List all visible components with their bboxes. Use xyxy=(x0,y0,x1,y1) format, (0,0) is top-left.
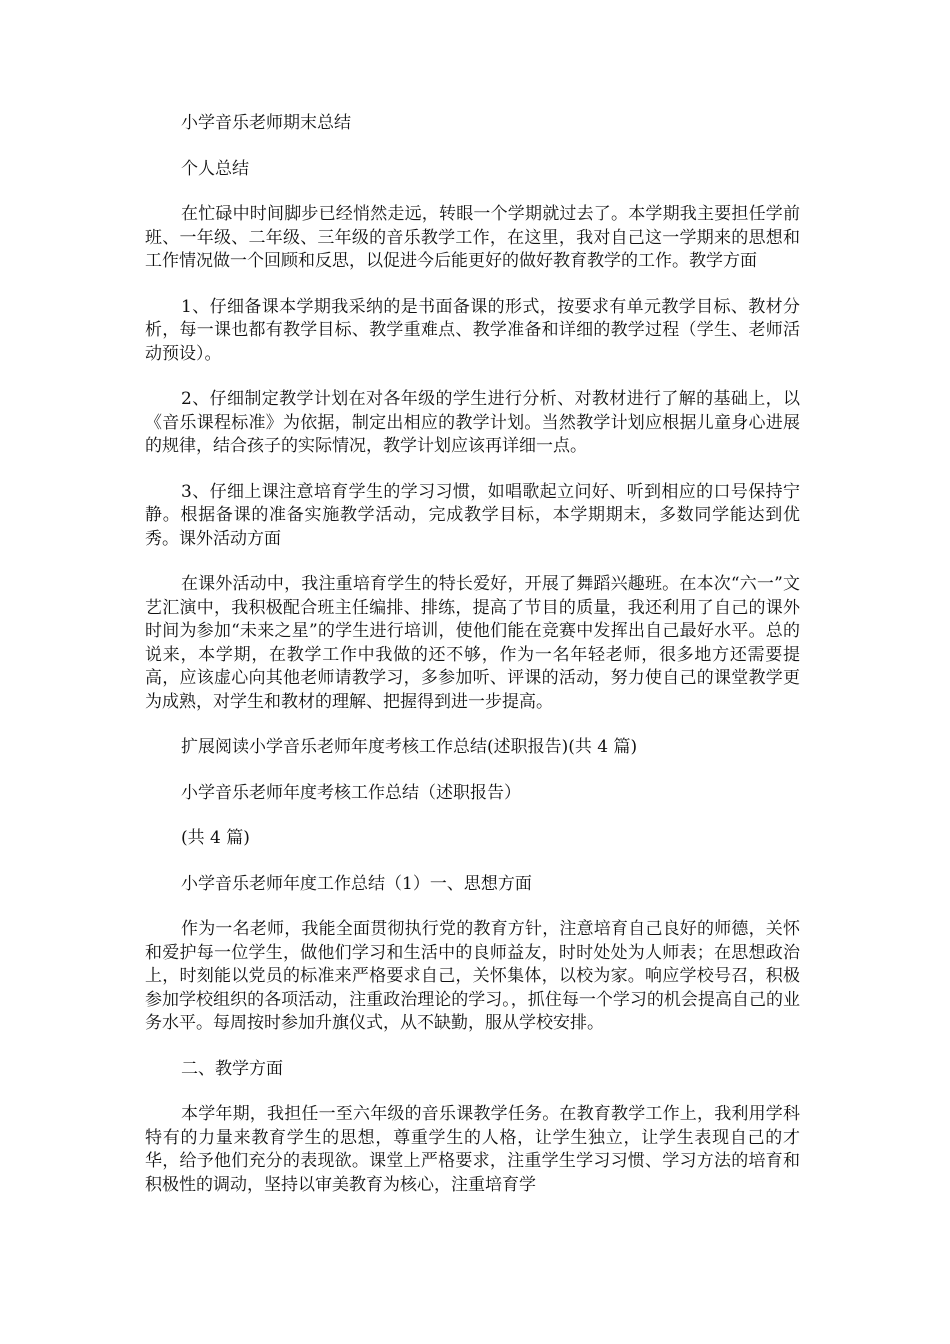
extended-reading-heading: 扩展阅读小学音乐老师年度考核工作总结(述职报告)(共 4 篇) xyxy=(181,737,638,757)
document-body xyxy=(145,112,800,1219)
paragraph-item-3: 3、仔细上课注意培育学生的学习习惯，如唱歌起立问好、听到相应的口号保持宁静。根据备课的准备实施教学活动，完成教学目标，本学期期末，多数同学能达到优秀。课外活动方面 xyxy=(145,481,800,549)
section2-heading: 二、教学方面 xyxy=(181,1058,283,1079)
paragraph-item-2: 2、仔细制定教学计划在对各年级的学生进行分析、对教材进行了解的基础上，以《音乐课程标准》为依据，制定出相应的教学计划。当然教学计划应根据儿童身心进展的规律，结合孩子的实际情况，教学计划应该再详细一点。 xyxy=(145,389,800,456)
section2-paragraph: 本学年期，我担任一至六年级的音乐课教学任务。在教育教学工作上，我利用学科特有的力量来教育学生的思想，尊重学生的人格，让学生独立，让学生表现自己的才华，给予他们充分的表现欲。课堂上严格要求，注重学生学习习惯、学习方法的培育和积极性的调动，坚持以审美教育为核心，注重培育学 xyxy=(145,1104,800,1195)
document-title: 小学音乐老师期末总结 xyxy=(181,113,351,133)
section1-heading: 小学音乐老师年度工作总结（1）一、思想方面 xyxy=(181,873,532,894)
paragraph-intro: 在忙碌中时间脚步已经悄然走远，转眼一个学期就过去了。本学期我主要担任学前班、一年级、二年级、三年级的音乐教学工作，在这里，我对自己这一学期来的思想和工作情况做一个回顾和反思，以促进今后能更好的做好教育教学的工作。教学方面 xyxy=(145,204,800,271)
paragraph-item-1: 1、仔细备课本学期我采纳的是书面备课的形式，按要求有单元教学目标、教材分析，每一课也都有教学目标、教学重难点、教学准备和详细的教学过程（学生、老师活动预设）。 xyxy=(145,296,800,364)
section1-paragraph: 作为一名老师，我能全面贯彻执行党的教育方针，注意培育自己良好的师德，关怀和爱护每一位学生，做他们学习和生活中的良师益友，时时处处为人师表；在思想政治上，时刻能以党员的标准来严格要求自己，关怀集体，以校为家。响应学校号召，积极参加学校组织的各项活动，注重政治理论的学习。，抓住每一个学习的机会提高自己的业务水平。每周按时参加升旗仪式，从不缺勤，服从学校安排。 xyxy=(145,919,800,1033)
document-subtitle: 个人总结 xyxy=(181,158,249,179)
report-count: (共 4 篇) xyxy=(181,828,250,848)
report-title: 小学音乐老师年度考核工作总结（述职报告） xyxy=(181,782,521,803)
paragraph-extracurricular: 在课外活动中，我注重培育学生的特长爱好，开展了舞蹈兴趣班。在本次“六一”文艺汇演中，我积极配合班主任编排、排练，提高了节目的质量，我还利用了自己的课外时间为参加“未来之星”的学生进行培训，使他们能在竞赛中发挥出自己最好水平。总的说来，本学期，在教学工作中我做的还不够，作为一名年轻老师，很多地方还需要提高，应该虚心向其他老师请教学习，多参加听、评课的活动，努力使自己的课堂教学更为成熟，对学生和教材的理解、把握得到进一步提高。 xyxy=(145,574,800,712)
